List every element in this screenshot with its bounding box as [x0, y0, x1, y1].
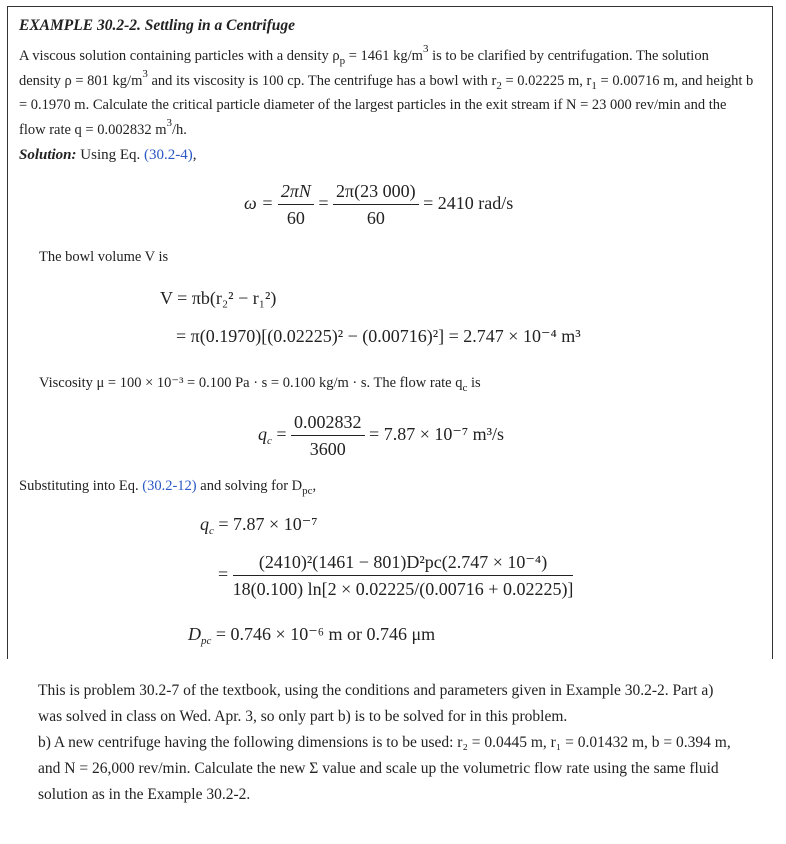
qc-equation: $q_c$ = $\frac{0.002832}{3600}$ = 7.87 × 10⁻⁷ m³/s: [258, 412, 505, 459]
substituting-text: Substituting into Eq. (30.2-12) and solving for $D_{pc}$,: [19, 478, 317, 497]
notes-paragraph-1: This is problem 30.2-7 of the textbook, using the conditions and parameters given in Example 30.2-2. Part a) was solved in class on Wed. Apr. 3, so only part b) is to be solved for in this problem.: [38, 682, 714, 725]
viscosity-text: Viscosity μ = 100 × 10⁻³ = 0.100 Pa · s = 0.100 kg/m · s. The flow rate $q_c$ is: [39, 375, 481, 394]
problem-statement: A viscous solution containing particles with a density $\rho_p = 1461$ $kg/m^3$ is to be clarified by centrifugation. The solution density ρ = 801 $kg/m^3$ and its viscosity is 100 cp. The centrifuge has a bowl with $r_2 = 0.02225$ m, $r_1 = 0.00716$ m, and height b = 0.1970 m. Calculate the critical particle diameter of the largest particles in the exit stream if N = 23 000 rev/min and the flow rate q = 0.002832 $m^3/h$.: [19, 43, 754, 138]
solution-intro: Solution: Using Eq. (30.2-4),: [19, 147, 197, 163]
volume-equation-line1: V = πb(r₂² − r₁²): [160, 288, 277, 308]
eq-ref-30-2-4[interactable]: (30.2-4): [144, 147, 193, 163]
bowl-volume-text: The bowl volume V is: [39, 249, 169, 265]
notes-paragraph-2: b) A new centrifuge having the following dimensions is to be used: r₂ = 0.0445 m, r₁ = 0.01432 m, b = 0.394 m, and N = 26,000 rev/min. Calculate the new Σ value and scale up the volumetric flow rate using the same fluid solution as in the Example 30.2-2.: [38, 734, 731, 803]
omega-equation: ω = $\frac{2\pi N}{60}$ = $\frac{2\pi(23 000)}{60}$ = 2410 rad/s: [244, 181, 514, 228]
eq-ref-30-2-12[interactable]: (30.2-12): [142, 478, 197, 494]
problem-notes: [38, 678, 738, 808]
final-fraction: = $\frac{\text{(2410)²(1461 − 801)D²pc(2.747 × 10⁻⁴)}}{18(0.100) \ln[2 \times 0.02225/(0.00716 + 0.02225)]}$: [218, 552, 574, 599]
volume-equation-line2: = π(0.1970)[(0.02225)² − (0.00716)²] = 2.747 × 10⁻⁴ m³: [176, 326, 581, 346]
dpc-result: $D_{pc} = 0.746 \times 10^{-6}$ m or 0.746 μm: [188, 624, 436, 647]
final-qc-line: $q_c = 7.87 \times 10^{-7}$: [200, 514, 318, 537]
example-title: EXAMPLE 30.2-2. Settling in a Centrifuge: [19, 17, 296, 34]
